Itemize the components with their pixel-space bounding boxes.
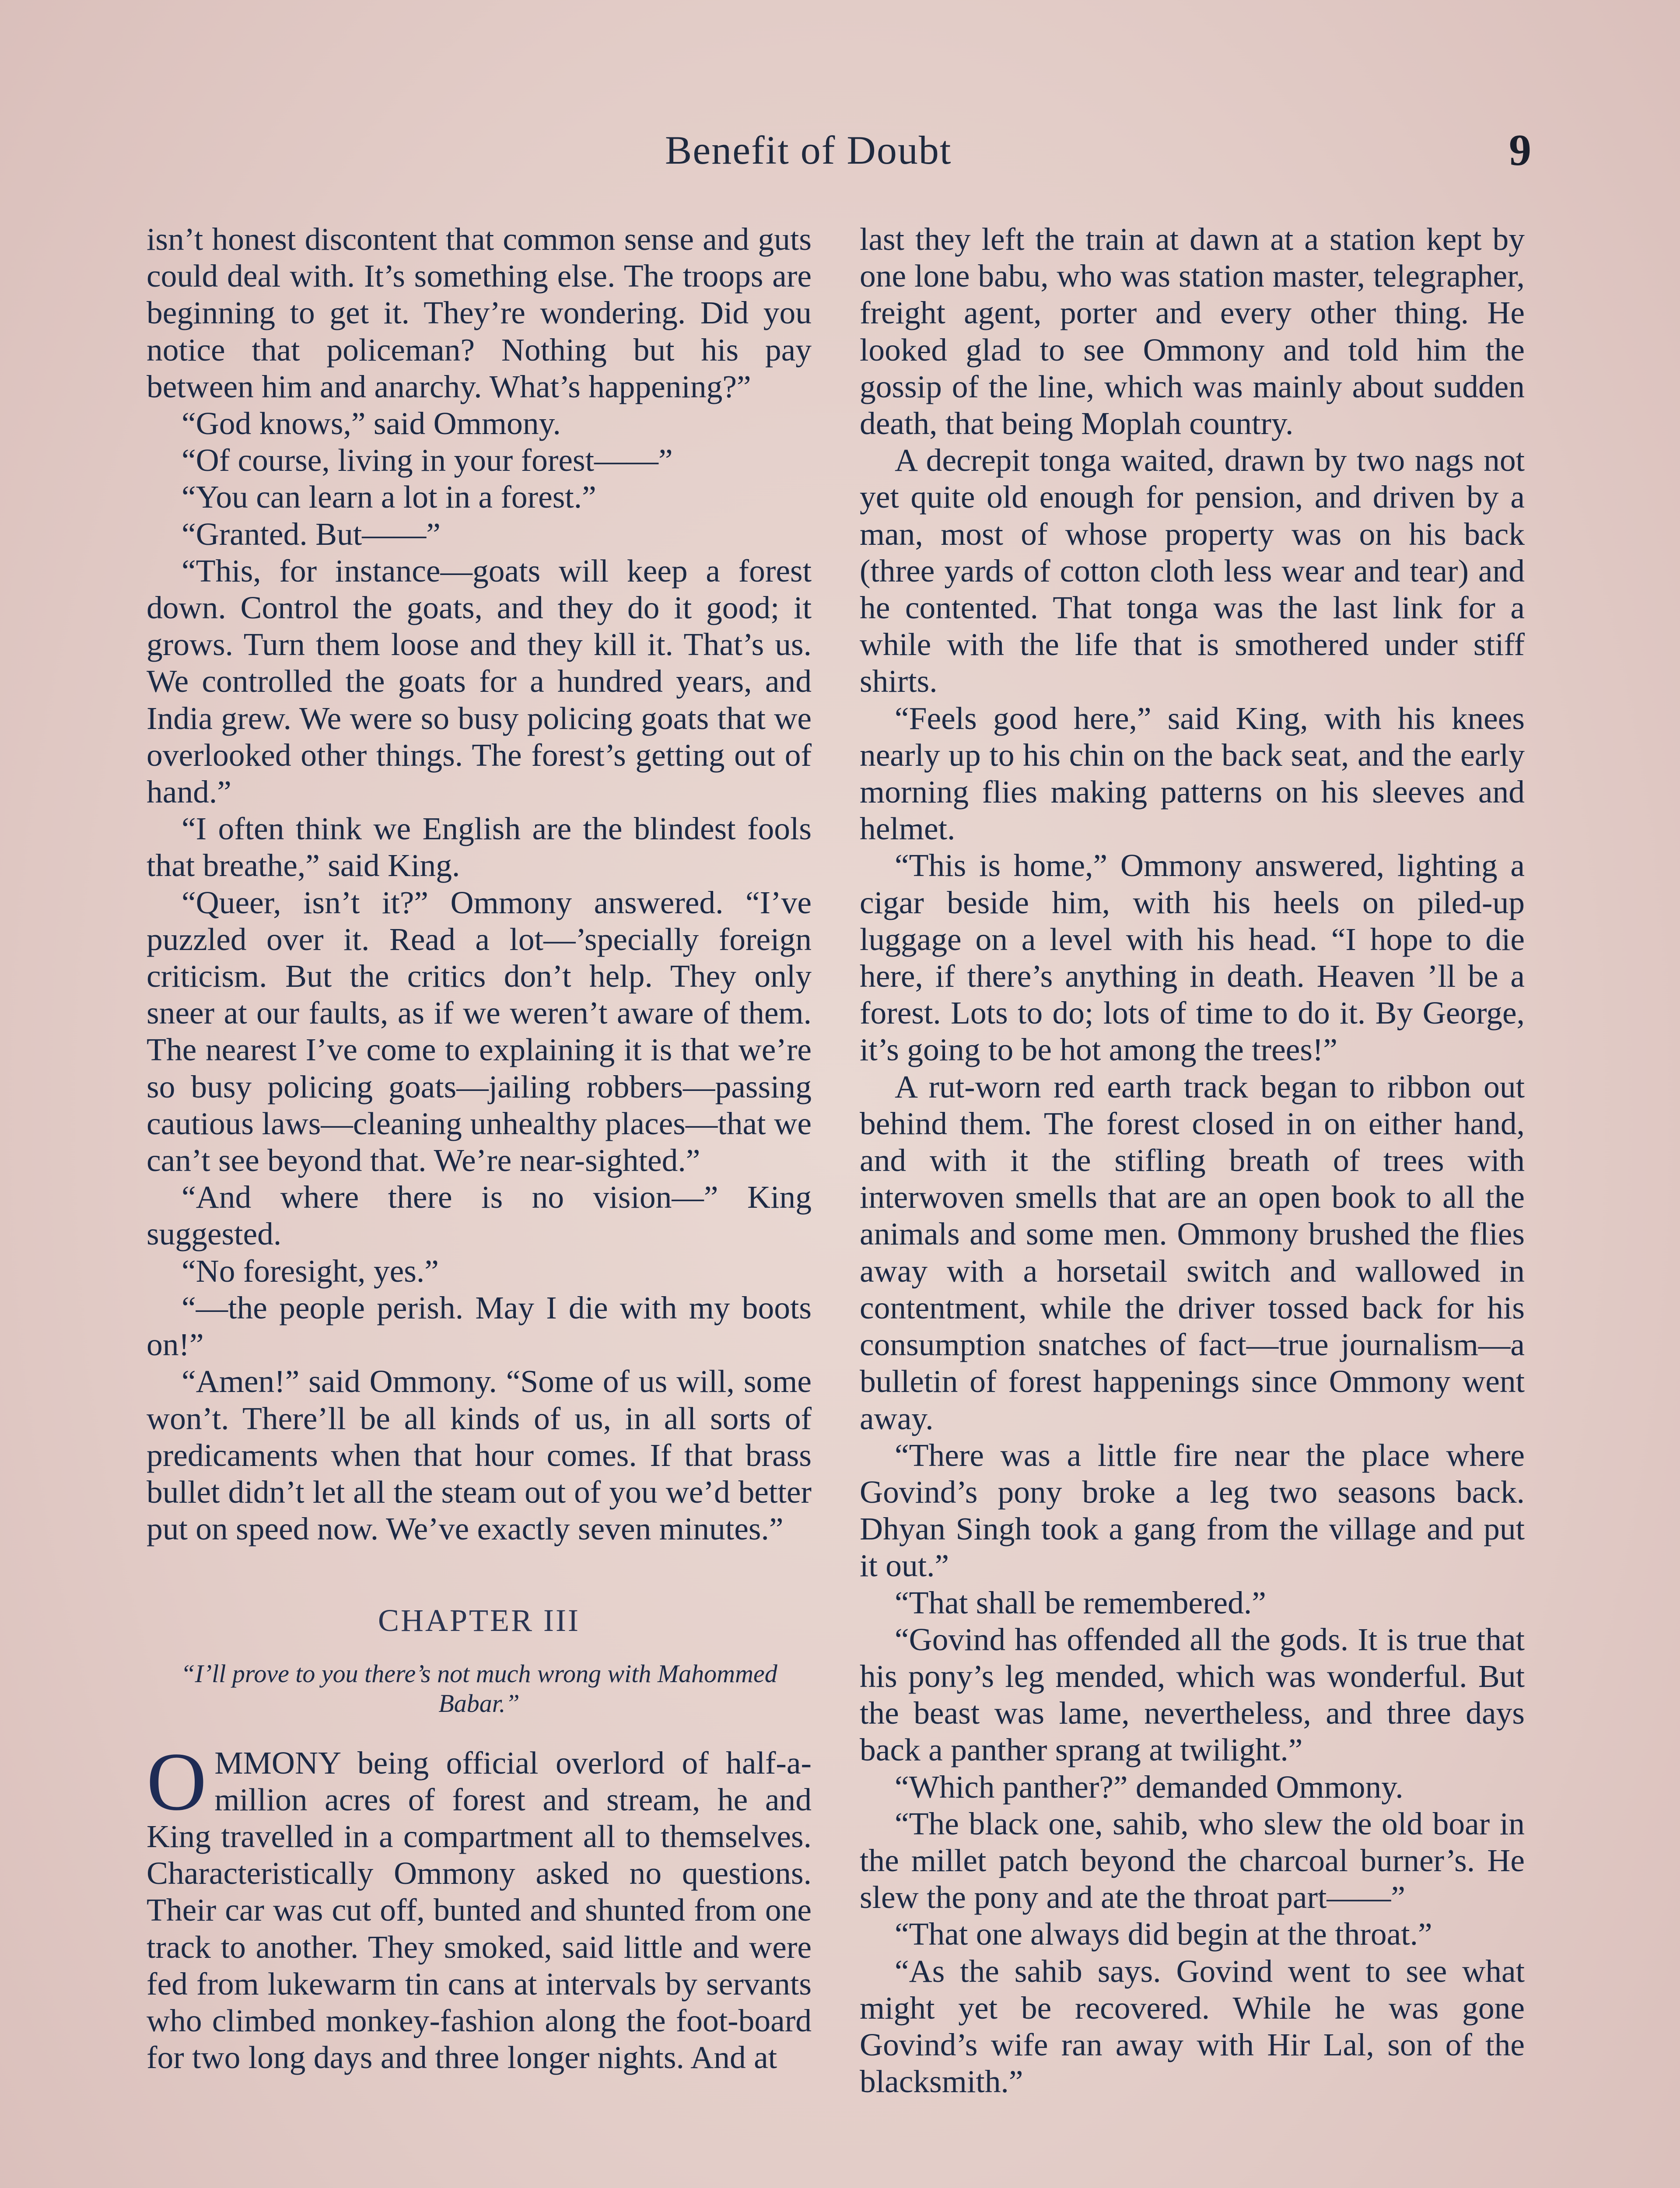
paragraph: A rut-worn red earth track began to ribbon out behind them. The forest closed in on either hand, and with it the stifling breath of trees with interwoven smells that are an open book to all the animals and some men. Ommony brushed the flies away with a horsetail switch and wallowed in contentment, while the driver tossed back for his consumption snatches of fact—true journalism—a bulletin of forest happenings since Ommony went away.	[860, 1069, 1525, 1436]
chapter-epigraph: “I’ll prove to you there’s not much wrong with Mahommed Babar.”	[181, 1659, 777, 1718]
paragraph: isn’t honest discontent that common sense and guts could deal with. It’s something else. The troops are beginning to get it. They’re wondering. Did you notice that policeman? Nothing but his pay between him and anarchy. What’s happening?”	[147, 221, 812, 404]
paragraph: “This is home,” Ommony answered, lighting a cigar beside him, with his heels on piled-up luggage on a level with his head. “I hope to die here, if there’s anything in death. Heaven ’ll be a forest. Lots to do; lots of time to do it. By George, it’s going to be hot among the trees!”	[860, 848, 1525, 1068]
paragraph: “That shall be remembered.”	[895, 1585, 1266, 1620]
chapter-heading: CHAPTER III	[378, 1603, 580, 1638]
paragraph: “No foresight, yes.”	[182, 1253, 439, 1289]
left-column	[147, 221, 812, 2076]
paragraph: “That one always did begin at the throat.”	[895, 1916, 1432, 1952]
page-number: 9	[1509, 126, 1531, 175]
drop-cap: O	[147, 1736, 207, 1828]
running-title: Benefit of Doubt	[665, 128, 952, 172]
paragraph: “Which panther?” demanded Ommony.	[895, 1769, 1404, 1805]
paragraph: “And where there is no vision—” King suggested.	[147, 1179, 812, 1252]
paragraph: “I often think we English are the blindest fools that breathe,” said King.	[147, 811, 812, 884]
paragraph: “Amen!” said Ommony. “Some of us will, some won’t. There’ll be all kinds of us, in all sorts of predicaments when that hour comes. If that brass bullet didn’t let all the steam out of you we’d better put on speed now. We’ve exactly seven minutes.”	[147, 1364, 812, 1547]
paragraph: “Granted. But——”	[182, 516, 441, 552]
paragraph: “God knows,” said Ommony.	[182, 406, 561, 442]
right-column	[860, 221, 1525, 2100]
paragraph: “This, for instance—goats will keep a forest down. Control the goats, and they do it good; it grows. Turn them loose and they kill it. That’s us. We controlled the goats for a hundred years, and India grew. We were so busy policing goats that we overlooked other things. The forest’s getting out of hand.”	[147, 553, 812, 810]
chapter-opening-text: MMONY being official overlord of half-a-million acres of forest and stream, he and King travelled in a compartment all to themselves. Characteristically Ommony asked no questions. Their car was cut off, bunted and shunted from one track to another. They smoked, said little and were fed from lukewarm tin cans at intervals by servants who climbed monkey-fashion along the foot-board for two long days and three longer nights. And at	[147, 1745, 812, 2076]
paragraph: “The black one, sahib, who slew the old boar in the millet patch beyond the charcoal burner’s. He slew the pony and ate the throat part——”	[860, 1806, 1525, 1915]
paragraph: “—the people perish. May I die with my boots on!”	[147, 1290, 812, 1363]
paragraph: “There was a little fire near the place where Govind’s pony broke a leg two seasons back. Dhyan Singh took a gang from the village and put it out.”	[860, 1437, 1525, 1584]
paragraph: A decrepit tonga waited, drawn by two nags not yet quite old enough for pension, and driven by a man, most of whose property was on his back (three yards of cotton cloth less wear and tear) and he contented. That tonga was the last link for a while with the life that is smothered under stiff shirts.	[860, 442, 1525, 699]
paragraph: “Feels good here,” said King, with his knees nearly up to his chin on the back seat, and the early morning flies making patterns on his sleeves and helmet.	[860, 700, 1525, 847]
paragraph: “You can learn a lot in a forest.”	[182, 479, 596, 515]
paragraph: “Queer, isn’t it?” Ommony answered. “I’ve puzzled over it. Read a lot—’specially foreign criticism. But the critics don’t help. They only sneer at our faults, as if we weren’t aware of them. The nearest I’ve come to explaining it is that we’re so busy policing goats—jailing robbers—passing cautious laws—cleaning unhealthy places—that we can’t see beyond that. We’re near-sighted.”	[147, 884, 812, 1178]
paragraph: last they left the train at dawn at a station kept by one lone babu, who was station master, telegrapher, freight agent, porter and every other thing. He looked glad to see Ommony and told him the gossip of the line, which was mainly about sudden death, that being Moplah country.	[860, 221, 1525, 442]
paragraph: “As the sahib says. Govind went to see what might yet be recovered. While he was gone Govind’s wife ran away with Hir Lal, son of the blacksmith.”	[860, 1953, 1525, 2100]
paragraph: “Govind has offended all the gods. It is true that his pony’s leg mended, which was wonderful. But the beast was lame, nevertheless, and three days back a panther sprang at twilight.”	[860, 1621, 1525, 1768]
paragraph: “Of course, living in your forest——”	[182, 442, 673, 478]
chapter-opening-paragraph	[147, 1736, 812, 2076]
